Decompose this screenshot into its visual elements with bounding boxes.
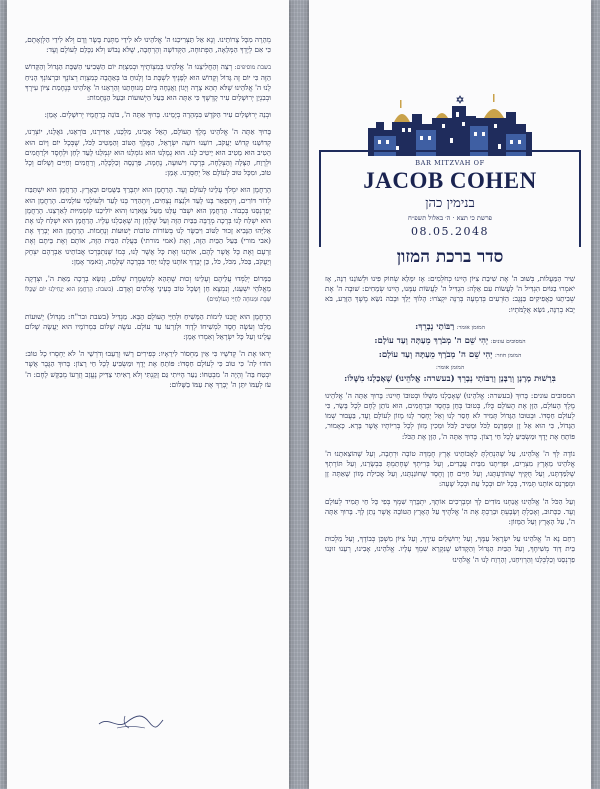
guests-cue: המסובים עונים: <box>490 339 526 346</box>
paragraph-shir-hamaalot: שִׁיר הַמַּעֲלוֹת, בְּשׁוּב ה' אֶת שִׁיבַת צִיּוֹן הָיִינוּ כְּחֹלְמִים: אָז יִמָּלֵא שְׂחוֹק פִּינוּ וּלְשׁוֹנֵנוּ רִנָּה, אָז יֹאמְרוּ בַגּוֹיִם הִגְדִּיל ה' לַעֲשׂוֹת עִם אֵלֶּה: הִגְדִּיל ה' לַעֲשׂוֹת עִמָּנוּ, הָיִינוּ שְׂמֵחִים: שׁוּבָה ה' אֶת שְׁבִיתֵנוּ כַּאֲפִיקִים בַּנֶּגֶב: הַזֹּרְעִים בְּדִמְעָה בְּרִנָּה יִקְצֹרוּ: הָלוֹךְ יֵלֵךְ וּבָכֹה נֹשֵׂא מֶשֶׁךְ הַזָּרַע, בֹּא יָבֹא בְרִנָּה, נֹשֵׂא אֲלֻמֹּתָיו: <box>325 274 575 314</box>
guests-line: יְהִי שֵׁם ה' מְבֹרָךְ מֵעַתָּה וְעַד עוֹלָם: <box>374 336 489 347</box>
paragraph-tatzricheinu: מְהֵרָה מִכָּל צָרוֹתֵינוּ. וְנָא אַל תַּצְרִיכֵנוּ ה' אֱלֹהֵינוּ לֹא לִידֵי מַתְּנַת בָּשָׂר וָדָם וְלֹא לִידֵי הַלְוָאָתָם, כִּי אִם לְיָדְךָ הַמְּלֵאָה, הַפְּתוּחָה, הַקְּדוֹשָׁה וְהָרְחָבָה, שֶׁלֹּא נֵבוֹשׁ וְלֹא נִכָּלֵם לְעוֹלָם וָעֶד: <box>25 35 271 55</box>
bencher-page-front <box>309 0 591 789</box>
paragraph-rachem: רַחֵם נָא ה' אֱלֹהֵינוּ עַל יִשְׂרָאֵל עַמֶּךָ, וְעַל יְרוּשָׁלַיִם עִירֶךָ, וְעַל צִיּוֹן מִשְׁכַּן כְּבוֹדֶךָ, וְעַל מַלְכוּת בֵּית דָּוִד מְשִׁיחֶךָ, וְעַל הַבַּיִת הַגָּדוֹל וְהַקָּדוֹשׁ שֶׁנִּקְרָא שִׁמְךָ עָלָיו. אֱלֹהֵינוּ, אָבִינוּ, רְעֵנוּ זוּנֵנוּ פַרְנְסֵנוּ וְכַלְכְּלֵנוּ וְהַרְוִיחֵנוּ, וְהַרְוַח לָנוּ ה' אֱלֹהֵינוּ <box>325 534 575 564</box>
paragraph-hazan: המסובים עונים: בָּרוּךְ (בעשרה: אֱלֹהֵינוּ) שֶׁאָכַלְנוּ מִשֶּׁלּוֹ וּבְטוּבוֹ חָיִינוּ: בָּרוּךְ אַתָּה ה' אֱלֹהֵינוּ מֶלֶךְ הָעוֹלָם, הַזָּן אֶת הָעוֹלָם כֻּלּוֹ, בְּטוּבוֹ בְּחֵן בְּחֶסֶד וּבְרַחֲמִים, הוּא נוֹתֵן לֶחֶם לְכָל בָּשָׂר, כִּי לְעוֹלָם חַסְדּוֹ. וּבְטוּבוֹ הַגָּדוֹל תָּמִיד לֹא חָסַר לָנוּ וְאַל יֶחְסַר לָנוּ מָזוֹן לְעוֹלָם וָעֶד, בַּעֲבוּר שְׁמוֹ הַגָּדוֹל, כִּי הוּא אֵל זָן וּמְפַרְנֵס לַכֹּל וּמֵטִיב לַכֹּל וּמֵכִין מָזוֹן לְכָל בְּרִיּוֹתָיו אֲשֶׁר בָּרָא. כָּאָמוּר, פּוֹתֵחַ אֶת יָדֶךָ וּמַשְׂבִּיעַ לְכָל חַי רָצוֹן. בָּרוּךְ אַתָּה ה', הַזָּן אֶת הַכֹּל: <box>325 390 575 441</box>
front-page-text <box>325 274 575 572</box>
zimun-leader-2 <box>325 350 575 361</box>
paragraph-yeru: יְראוּ אֶת ה' קְדֹשָׁיו כִּי אֵין מַחְסוֹר לִירֵאָיו: כְּפִירִים רָשׁוּ וְרָעֵבוּ וְדֹרְשֵׁי ה' לֹא יַחְסְרוּ כָל טוֹב: הוֹדוּ לַה' כִּי טוֹב כִּי לְעוֹלָם חַסְדּוֹ: פּוֹתֵחַ אֶת יָדֶךָ וּמַשְׂבִּיעַ לְכָל חַי רָצוֹן: בָּרוּךְ הַגֶּבֶר אֲשֶׁר יִבְטַח בַּה' וְהָיָה ה' מִבְטַחוֹ: נַעַר הָיִיתִי גַּם זָקַנְתִּי וְלֹא רָאִיתִי צַדִּיק נֶעֱזָב וְזַרְעוֹ מְבַקֶּשׁ לָחֶם: ה' עֹז לְעַמּוֹ יִתֵּן ה' יְבָרֵךְ אֶת עַמּוֹ בַשָּׁלוֹם: <box>25 349 271 389</box>
bar-mitzvah-label: BAR MITZVAH OF <box>415 159 485 167</box>
honoree-name-english: JACOB COHEN <box>363 168 537 193</box>
zimun-guests-1 <box>325 336 575 347</box>
leader-line: רַבּוֹתַי נְבָרֵךְ: <box>415 321 455 332</box>
divider <box>385 388 515 389</box>
bamarom-text: בַּמָּרוֹם יְלַמְּדוּ עֲלֵיהֶם וְעָלֵינוּ זְכוּת שֶׁתְּהֵא לְמִשְׁמֶרֶת שָׁלוֹם, וְנִשָּׂא בְרָכָה מֵאֵת ה', וּצְדָקָה מֵאֱלֹהֵי יִשְׁעֵנוּ, וְנִמְצָא חֵן וְשֵׂכֶל טוֹב בְּעֵינֵי אֱלֹהִים וְאָדָם. <box>25 274 271 294</box>
paragraph-bamarom <box>25 274 271 305</box>
bencher-page-back <box>7 0 289 789</box>
shabbat-note: (בשבת: הָרַחֲמָן הוּא יַנְחִילֵנוּ יוֹם שֶׁכֻּלּוֹ שַׁבָּת וּמְנוּחָה לְחַיֵּי הָעוֹלָמִים) <box>25 286 271 304</box>
paragraph-yezakeinu: הָרַחֲמָן הוּא יְזַכֵּנוּ לִימוֹת הַמָּשִׁיחַ וּלְחַיֵּי הָעוֹלָם הַבָּא. מַגְדִּיל (בשבת ובר"ח: מִגְדּוֹל) יְשׁוּעוֹת מַלְכּוֹ וְעֹשֶׂה חֶסֶד לִמְשִׁיחוֹ לְדָוִד וּלְזַרְעוֹ עַד עוֹלָם. עֹשֶׂה שָׁלוֹם בִּמְרוֹמָיו הוּא יַעֲשֶׂה שָׁלוֹם עָלֵינוּ וְעַל כָּל יִשְׂרָאֵל וְאִמְרוּ אָמֵן: <box>25 311 271 342</box>
honoree-name-hebrew: בנימין כהן <box>425 196 475 211</box>
leader-cue-3: המזמן אומר: <box>435 365 465 372</box>
retzei-text: רְצֵה וְהַחֲלִיצֵנוּ ה' אֱלֹהֵינוּ בְּמִצְוֹתֶיךָ וּבְמִצְוַת יוֹם הַשְּׁבִיעִי הַשַּׁבָּת הַגָּדוֹל וְהַקָּדוֹשׁ הַזֶּה כִּי יוֹם זֶה גָּדוֹל וְקָדוֹשׁ הוּא לְפָנֶיךָ לִשְׁבָּת בּוֹ וְלָנוּחַ בּוֹ בְּאַהֲבָה כְּמִצְוַת רְצוֹנֶךָ וּבִרְצוֹנְךָ הָנִיחַ לָנוּ ה' אֱלֹהֵינוּ שֶׁלֹּא תְהֵא צָרָה וְיָגוֹן וַאֲנָחָה בְּיוֹם מְנוּחָתֵנוּ וְהַרְאֵנוּ ה' אֱלֹהֵינוּ בְּנֶחָמַת צִיּוֹן עִירֶךָ וּבְבִנְיַן יְרוּשָׁלַיִם עִיר קָדְשֶׁךָ כִּי אַתָּה הוּא בַּעַל הַיְשׁוּעוֹת וּבַעַל הַנֶּחָמוֹת: <box>25 62 271 103</box>
shabbat-label: בשבת מוסיפים: <box>234 64 271 72</box>
birshut-line: בִּרְשׁוּת מָרָנָן וְרַבָּנָן וְרַבּוֹתַי נְבָרֵךְ (בעשרה: אֱלֹהֵינוּ) שֶׁאָכַלְנוּ מִשֶּׁלּוֹ: <box>344 373 556 384</box>
paragraph-hatov-vehameitiv: בָּרוּךְ אַתָּה ה' אֱלֹהֵינוּ מֶלֶךְ הָעוֹלָם, הָאֵל אָבִינוּ, מַלְכֵּנוּ, אַדִּירֵנוּ, בּוֹרְאֵנוּ, גֹּאֲלֵנוּ, יוֹצְרֵנוּ, קְדוֹשֵׁנוּ קְדוֹשׁ יַעֲקֹב, רוֹעֵנוּ רוֹעֵה יִשְׂרָאֵל, הַמֶּלֶךְ הַטּוֹב וְהַמֵּטִיב לַכֹּל, שֶׁבְּכָל יוֹם וָיוֹם הוּא הֵטִיב הוּא מֵטִיב הוּא יֵיטִיב לָנוּ. הוּא גְמָלָנוּ הוּא גוֹמְלֵנוּ הוּא יִגְמְלֵנוּ לָעַד לְחֵן וּלְחֶסֶד וּלְרַחֲמִים וּלְרֶוַח, הַצָּלָה וְהַצְלָחָה, בְּרָכָה וִישׁוּעָה, נֶחָמָה, פַּרְנָסָה וְכַלְכָּלָה, וְרַחֲמִים וְחַיִּים וְשָׁלוֹם וְכָל טוֹב, וּמִכָּל טוּב לְעוֹלָם אַל יְחַסְּרֵנוּ. אָמֵן: <box>25 127 271 178</box>
paragraph-uvnei: וּבְנֵה יְרוּשָׁלַיִם עִיר הַקֹּדֶשׁ בִּמְהֵרָה בְיָמֵינוּ. בָּרוּךְ אַתָּה ה', בּוֹנֵה בְרַחֲמָיו יְרוּשָׁלָיִם. אָמֵן: <box>44 110 271 120</box>
parsha-line: פרשת כי תצא · ה׳ באלול תשפ״ח <box>407 214 493 222</box>
paragraph-veal-hakol: וְעַל הַכֹּל ה' אֱלֹהֵינוּ אֲנַחְנוּ מוֹדִים לָךְ וּמְבָרְכִים אוֹתָךְ, יִתְבָּרַךְ שִׁמְךָ בְּפִי כָּל חַי תָּמִיד לְעוֹלָם וָעֶד. כַּכָּתוּב, וְאָכַלְתָּ וְשָׂבָעְתָּ וּבֵרַכְתָּ אֶת ה' אֱלֹהֶיךָ עַל הָאָרֶץ הַטּוֹבָה אֲשֶׁר נָתַן לָךְ. בָּרוּךְ אַתָּה ה', עַל הָאָרֶץ וְעַל הַמָּזוֹן: <box>325 496 575 527</box>
leader-cue: המזמן אומר: <box>456 324 485 331</box>
paragraph-harachaman: הָרַחֲמָן הוּא יִמְלֹךְ עָלֵינוּ לְעוֹלָם וָעֶד. הָרַחֲמָן הוּא יִתְבָּרַךְ בַּשָּׁמַיִם וּבָאָרֶץ. הָרַחֲמָן הוּא יִשְׁתַּבַּח לְדוֹר דּוֹרִים, וְיִתְפָּאַר בָּנוּ לָעַד וּלְנֵצַח נְצָחִים, וְיִתְהַדַּר בָּנוּ לָעַד וּלְעוֹלְמֵי עוֹלָמִים. הָרַחֲמָן הוּא יְפַרְנְסֵנוּ בְּכָבוֹד. הָרַחֲמָן הוּא יִשְׁבֹּר עֻלֵּנוּ מֵעַל צַוָּארֵנוּ וְהוּא יוֹלִיכֵנוּ קוֹמְמִיּוּת לְאַרְצֵנוּ. הָרַחֲמָן הוּא יִשְׁלַח לָנוּ בְּרָכָה מְרֻבָּה בַּבַּיִת הַזֶּה וְעַל שֻׁלְחָן זֶה שֶׁאָכַלְנוּ עָלָיו. הָרַחֲמָן הוּא יִשְׁלַח לָנוּ אֶת אֵלִיָּהוּ הַנָּבִיא זָכוּר לַטּוֹב וִיבַשֶּׂר לָנוּ בְּשׂוֹרוֹת טוֹבוֹת יְשׁוּעוֹת וְנֶחָמוֹת. הָרַחֲמָן הוּא יְבָרֵךְ אֶת (אבי מורי) בַּעַל הַבַּיִת הַזֶּה, וְאֶת (אמי מורתי) בַּעֲלַת הַבַּיִת הַזֶּה, אוֹתָם וְאֶת בֵּיתָם וְאֶת זַרְעָם וְאֶת כָּל אֲשֶׁר לָהֶם, אוֹתָנוּ וְאֶת כָּל אֲשֶׁר לָנוּ, כְּמוֹ שֶׁנִּתְבָּרְכוּ אֲבוֹתֵינוּ אַבְרָהָם יִצְחָק וְיַעֲקֹב, בַּכֹּל, מִכֹּל, כֹּל, כֵּן יְבָרֵךְ אוֹתָנוּ כֻּלָּנוּ יַחַד בִּבְרָכָה שְׁלֵמָה, וְנֹאמַר אָמֵן: <box>25 185 271 266</box>
event-date: 08.05.2048 <box>411 225 489 238</box>
leader-repeat-line: יְהִי שֵׁם ה' מְבֹרָךְ מֵעַתָּה וְעַד עוֹלָם: <box>378 350 493 361</box>
zimun-leader-1 <box>325 322 575 333</box>
signature-flourish-icon <box>95 708 165 734</box>
paragraph-retzei <box>25 62 271 103</box>
birkat-hamazon-title: סדר ברכת המזון <box>396 247 504 267</box>
paragraph-nodeh: נוֹדֶה לְּךָ ה' אֱלֹהֵינוּ, עַל שֶׁהִנְחַלְתָּ לַאֲבוֹתֵינוּ אֶרֶץ חֶמְדָּה טוֹבָה וּרְחָבָה, וְעַל שֶׁהוֹצֵאתָנוּ ה' אֱלֹהֵינוּ מֵאֶרֶץ מִצְרַיִם, וּפְדִיתָנוּ מִבֵּית עֲבָדִים, וְעַל בְּרִיתְךָ שֶׁחָתַמְתָּ בִּבְשָׂרֵנוּ, וְעַל תּוֹרָתְךָ שֶׁלִּמַּדְתָּנוּ, וְעַל חֻקֶּיךָ שֶׁהוֹדַעְתָּנוּ, וְעַל חַיִּים חֵן וָחֶסֶד שֶׁחוֹנַנְתָּנוּ, וְעַל אֲכִילַת מָזוֹן שָׁאַתָּה זָן וּמְפַרְנֵס אוֹתָנוּ תָּמִיד, בְּכָל יוֹם וּבְכָל עֵת וּבְכָל שָׁעָה: <box>325 448 575 489</box>
back-page-text <box>25 35 271 397</box>
leader-repeat-cue: המזמן חוזר: <box>494 353 522 360</box>
jerusalem-skyline-icon <box>366 92 534 158</box>
